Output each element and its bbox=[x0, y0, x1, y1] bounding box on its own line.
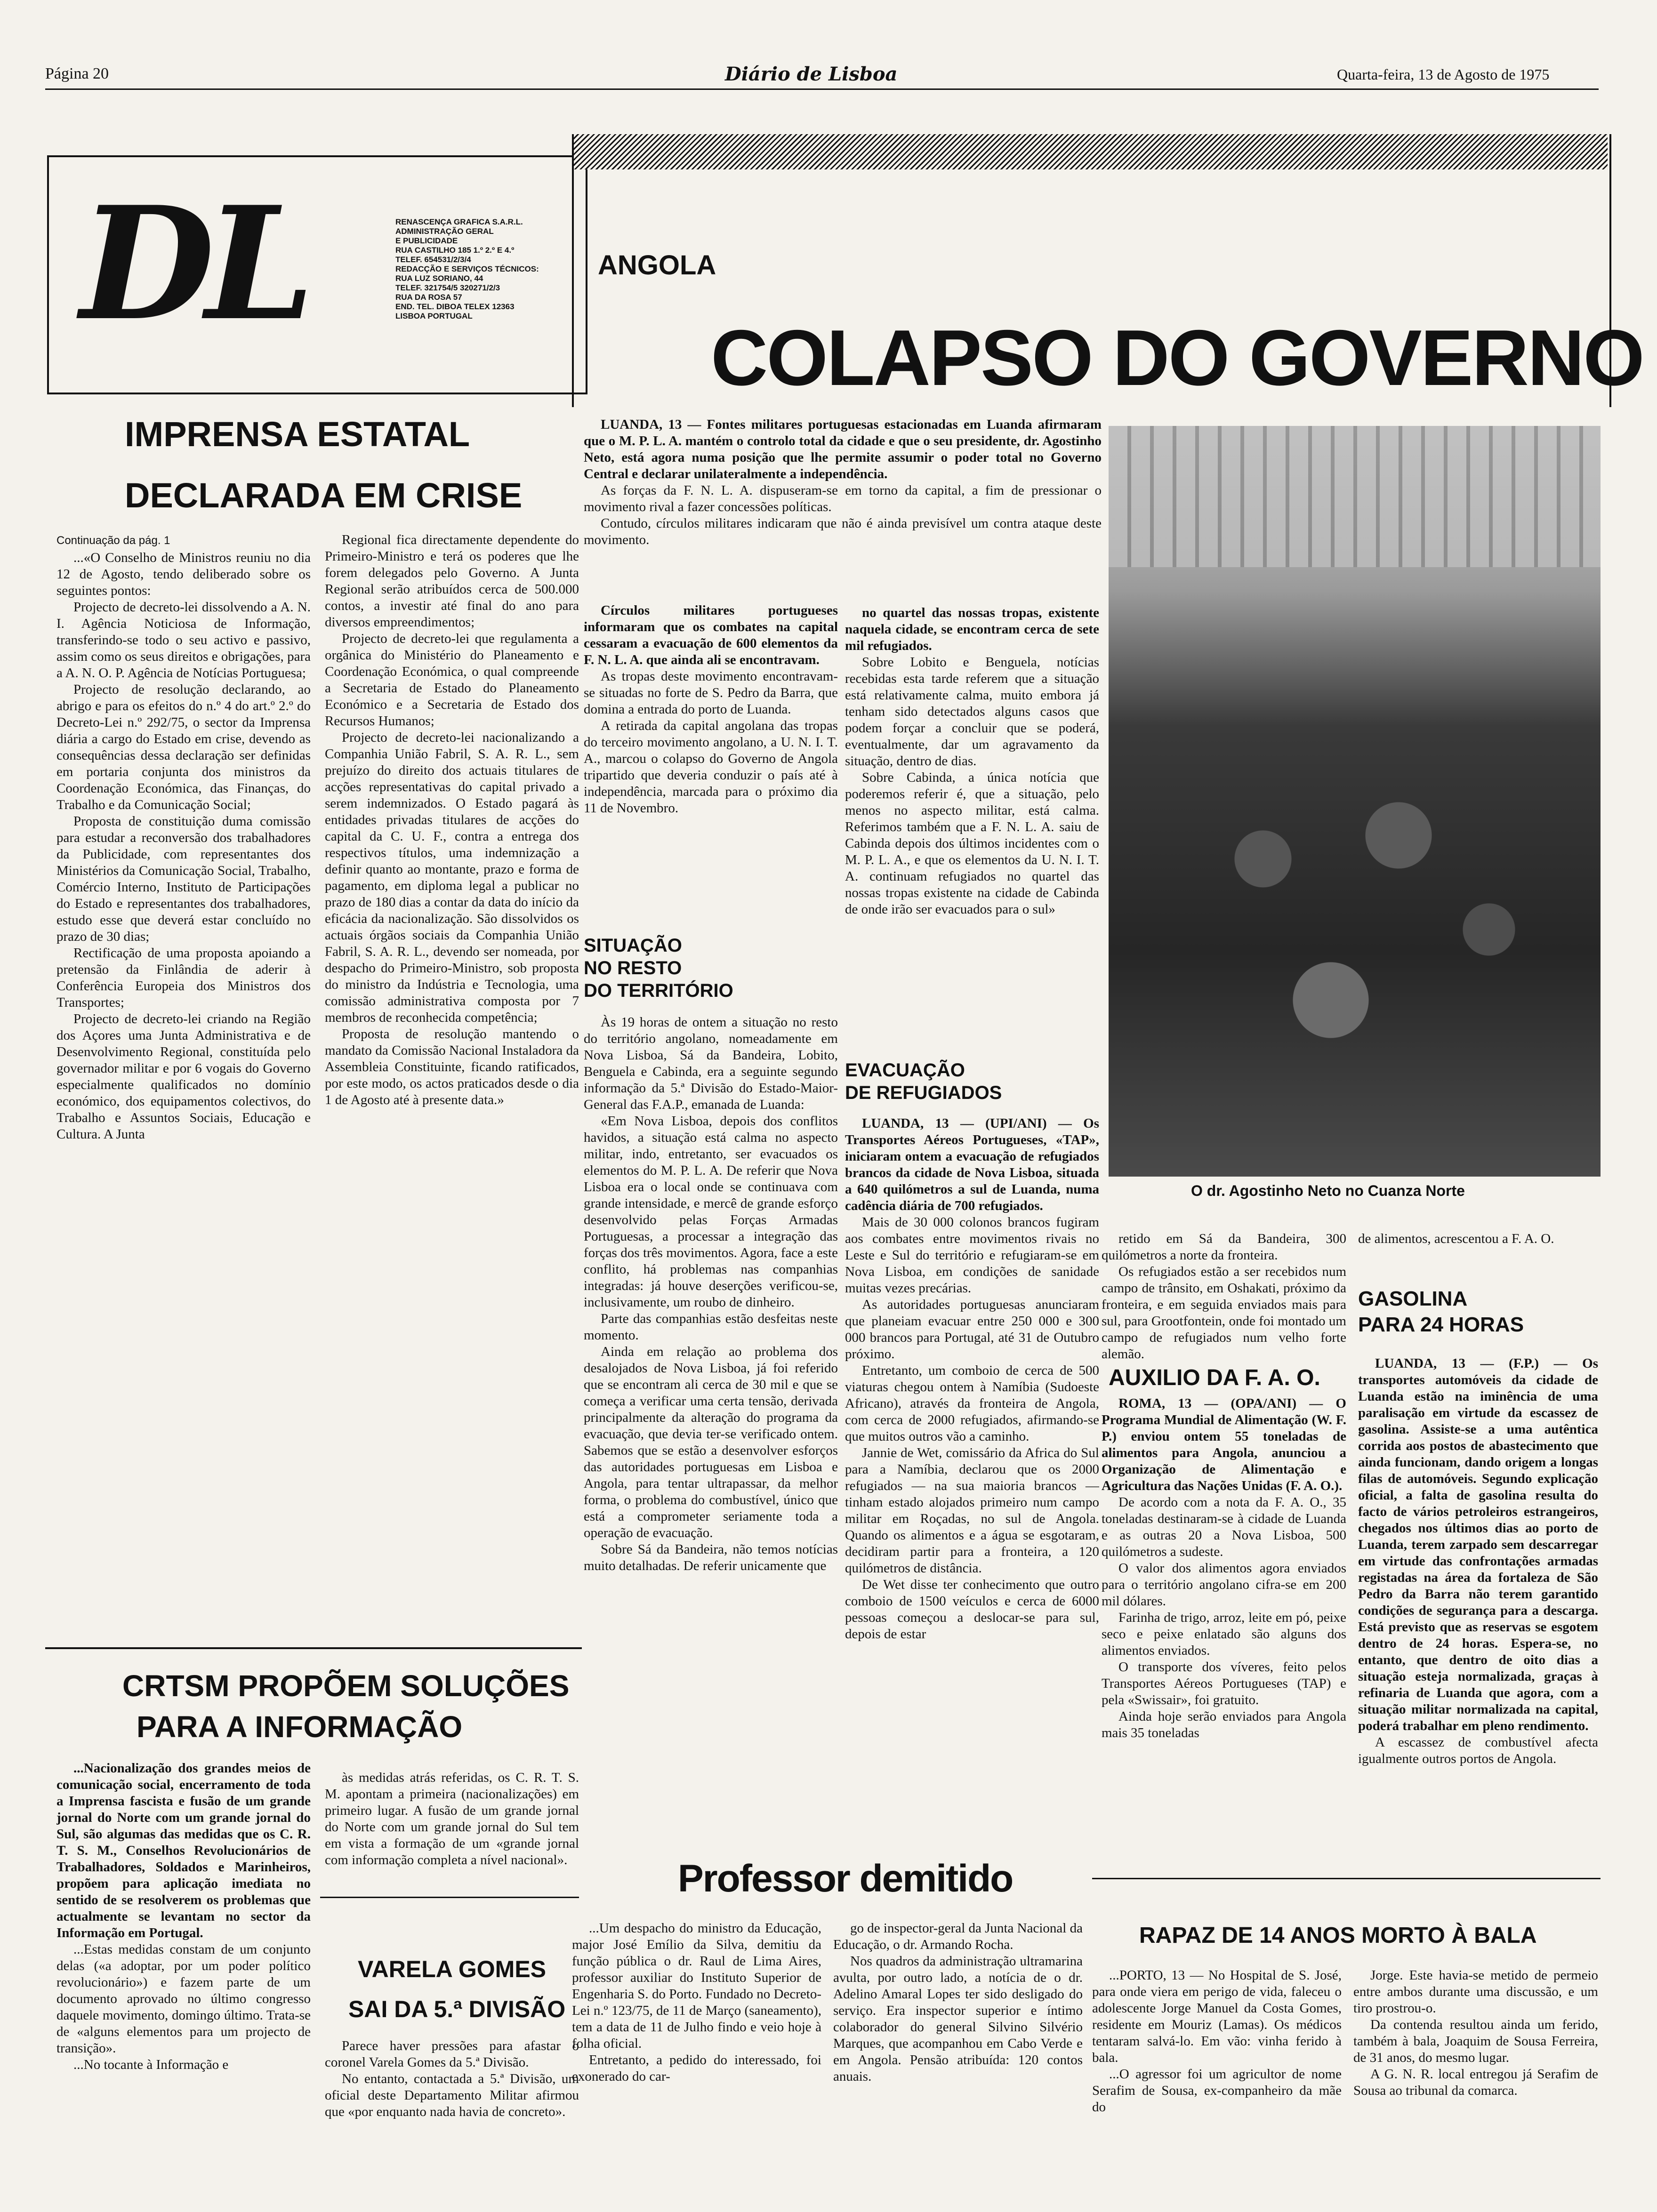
paragraph: ROMA, 13 — (OPA/ANI) — O Programa Mundial de Alimentação (W. F. P.) enviou ontem 55 toneladas de alimentos para Angola, anunciou a Organização de Alimentação e Agricultura das Nações Unidas (F. A. O.). bbox=[1102, 1396, 1346, 1493]
imprensa-column-1 bbox=[56, 550, 311, 1670]
text-line: TELEF. 321754/5 320271/2/3 bbox=[395, 283, 500, 292]
professor-title: Professor demitido bbox=[678, 1857, 1013, 1900]
text-line: EVACUAÇÃO bbox=[845, 1060, 965, 1081]
paragraph: As autoridades portuguesas anunciaram que planeiam evacuar entre 250 000 e 300 000 brancos para Portugal, até 31 de Outubro próximo. bbox=[845, 1297, 1099, 1362]
paragraph: Os refugiados estão a ser recebidos num campo de trânsito, em Oshakati, próximo da fronteira, e em seguida enviados mais para sul, para Grootfontein, onde foi montado um campo de refugiados num velho forte alemão. bbox=[1102, 1264, 1346, 1362]
paragraph: Jannie de Wet, comissário da Africa do Sul para a Namíbia, declarou que os 2000 refugiados — na sua maioria brancos — tinham estado alojados primeiro num campo militar em Roçadas, no sul de Angola. Quando os alimentos e a água se esgotaram, decidiram partir para a fronteira, a 120 quilómetros de distância. bbox=[845, 1445, 1099, 1576]
imprensa-title-1: IMPRENSA ESTATAL bbox=[125, 415, 470, 454]
paragraph: Da contenda resultou ainda um ferido, também à bala, Joaquim de Sousa Ferreira, de 31 anos, do mesmo lugar. bbox=[1353, 2017, 1598, 2065]
divider bbox=[45, 1647, 582, 1649]
text-line: RUA LUZ SORIANO, 44 bbox=[395, 274, 483, 283]
gasolina-title-2: PARA 24 HORAS bbox=[1358, 1313, 1524, 1336]
subhead-situacao bbox=[584, 934, 838, 1002]
paragraph: As tropas deste movimento encontravam-se situadas no forte de S. Pedro da Barra, que domina a entrada do porto de Luanda. bbox=[584, 669, 838, 717]
paragraph: Farinha de trigo, arroz, leite em pó, peixe seco e peixe enlatado são alguns dos alimentos enviados. bbox=[1102, 1610, 1346, 1658]
paragraph: Parece haver pressões para afastar o coronel Varela Gomes da 5.ª Divisão. bbox=[325, 2038, 579, 2070]
text-line: DO TERRITÓRIO bbox=[584, 980, 733, 1001]
paragraph: go de inspector-geral da Junta Nacional da Educação, o dr. Armando Rocha. bbox=[833, 1921, 1083, 1952]
paragraph: retido em Sá da Bandeira, 300 quilómetros a norte da fronteira. bbox=[1102, 1231, 1346, 1263]
paragraph: O valor dos alimentos agora enviados para o território angolano cifra-se em 200 mil dólares. bbox=[1102, 1561, 1346, 1609]
issue-date: Quarta-feira, 13 de Agosto de 1975 bbox=[1337, 66, 1550, 83]
paragraph: Círculos militares portugueses informaram que os combates na capital cessaram a evacuação de 600 elementos da F. N. L. A. que ainda ali se encontravam. bbox=[584, 603, 838, 667]
imprensa-title-2: DECLARADA EM CRISE bbox=[125, 476, 523, 515]
angola-headline: COLAPSO DO GOVERNO bbox=[711, 313, 1643, 402]
gasolina-title-1: GASOLINA bbox=[1358, 1287, 1468, 1310]
paragraph: Nos quadros da administração ultramarina avulta, por outro lado, a notícia de o dr. Adelino Amaral Lopes ter sido desligado do serviço. Era inspector superior e íntimo colaborador do general Silvino Silvério Marques, que acompanhou em Cabo Verde e em Angola. Pensão atribuída: 120 contos anuais. bbox=[833, 1954, 1083, 2084]
subhead-evacuacao bbox=[845, 1059, 1099, 1104]
paragraph: Jorge. Este havia-se metido de permeio entre ambos durante uma discussão, e um tiro prostrou-o. bbox=[1353, 1968, 1598, 2016]
continuation-note: Continuação da pág. 1 bbox=[56, 534, 170, 547]
angola-column-1 bbox=[584, 602, 838, 941]
paragraph: Ainda em relação ao problema dos desalojados de Nova Lisboa, já foi referido que se encontram ali cerca de 30 mil e que se começa a verificar uma certa tensão, derivada principalmente da alteração do programa da evacuação, que devia ter-se verificado ontem. Sabemos que se estão a desenvolver esforços das autoridades portuguesas em Lisboa e Angola, para tentar ultrapassar, da melhor forma, o problema do combustível, único que está a comprometer seriamente toda a operação de evacuação. bbox=[584, 1344, 838, 1540]
paragraph: ...«O Conselho de Ministros reuniu no dia 12 de Agosto, tendo deliberado sobre os seguintes pontos: bbox=[56, 550, 311, 598]
paragraph: LUANDA, 13 — (F.P.) — Os transportes automóveis da cidade de Luanda estão na iminência de uma paralisação em virtude da escassez de gasolina. Assiste-se a uma autêntica corrida aos postos de abastecimento que ainda funcionam, dando origem a longas filas de automóveis. Segundo explicação oficial, a falta de gasolina resulta do facto de vários petroleiros estrangeiros, chegados nos últimos dias ao porto de Luanda, terem zarpado sem descarregar em virtude das confrontações armadas registadas na área da fortaleza de São Pedro da Barra não terem garantido condições de segurança para a descarga. Está previsto que as reservas se esgotem dentro de 24 horas. Espera-se, no entanto, que dentro de oito dias a situação esteja normalizada, graças à refinaria de Luanda que agora, com a situação militar normalizada na capital, poderá trabalhar em pleno rendimento. bbox=[1358, 1356, 1598, 1733]
paragraph: O transporte dos víveres, feito pelos Transportes Aéreos Portugueses (TAP) e pela «Swissair», foi gratuito. bbox=[1102, 1659, 1346, 1707]
varela-rule bbox=[320, 1897, 579, 1898]
text-line: ADMINISTRAÇÃO GERAL bbox=[395, 227, 494, 236]
angola-column-1b bbox=[584, 1014, 838, 1626]
crtsm-column-1 bbox=[56, 1760, 311, 2203]
angola-column-2 bbox=[845, 605, 1099, 1052]
paragraph: LUANDA, 13 — Fontes militares portuguesas estacionadas em Luanda afirmaram que o M. P. L. A. mantém o controlo total da cidade e que o seu presidente, dr. Agostinho Neto, está agora numa posição que lhe permite assumir o poder total no Governo Central e declarar unilateralmente a independência. bbox=[584, 417, 1102, 481]
paragraph: De Wet disse ter conhecimento que outro comboio de 1500 veículos e cerca de 6000 pessoas começou a deslocar-se para sul, depois de estar bbox=[845, 1577, 1099, 1642]
paragraph: Entretanto, um comboio de cerca de 500 viaturas chegou ontem à Namíbia (Sudoeste Africano), através da fronteira de Angola, com cerca de 2000 refugiados, afirmando-se que muitos outros vão a caminho. bbox=[845, 1363, 1099, 1444]
paragraph: Projecto de decreto-lei criando na Região dos Açores uma Junta Administrativa e de Desenvolvimento Regional, constituída pelo governador militar e por 6 vogais do Governo especialmente qualificados no domínio económico, dos equipamentos colectivos, do Trabalho e Assuntos Sociais, Educação e Cultura. A Junta bbox=[56, 1011, 311, 1142]
text-line: SITUAÇÃO bbox=[584, 935, 682, 956]
angola-column-2b bbox=[845, 1115, 1099, 1643]
text-line: RUA DA ROSA 57 bbox=[395, 293, 462, 302]
rapaz-column-1 bbox=[1092, 1967, 1342, 2207]
masthead-imprint bbox=[395, 217, 574, 321]
imprensa-column-2 bbox=[325, 532, 579, 1661]
paragraph: Contudo, círculos militares indicaram que não é ainda previsível um contra ataque deste movimento. bbox=[584, 516, 1102, 547]
paragraph: Entretanto, a pedido do interessado, foi exonerado do car- bbox=[572, 2052, 821, 2084]
paragraph: Sobre Lobito e Benguela, notícias recebidas esta tarde referem que a situação está relativamente calma, muito embora já tenham sido detectados alguns casos que podem forçar a concluir que se poderá, eventualmente, dar um agravamento da situação, dentro de dias. bbox=[845, 655, 1099, 769]
newspaper-name: Diário de Lisboa bbox=[725, 63, 898, 85]
paragraph: «Em Nova Lisboa, depois dos conflitos havidos, a situação está calma no aspecto militar, indo, entretanto, ser evacuados os elementos do M. P. L. A. De referir que Nova Lisboa era o local onde se continuava com grande intensidade, e mercê de grande esforço desenvolvido pelas Forças Armadas Portuguesas, a processar a integração das forças dos três movimentos. Agora, face a este conflito, há problemas nas companhias integradas: já houve deserções verificou-se, inclusivamente, um roubo de dinheiro. bbox=[584, 1114, 838, 1310]
header-rule bbox=[45, 88, 1599, 90]
rapaz-rule bbox=[1092, 1878, 1601, 1879]
text-line: RUA CASTILHO 185 1.º 2.º E 4.º bbox=[395, 246, 515, 255]
paragraph: A retirada da capital angolana das tropas do terceiro movimento angolano, a U. N. I. T. A., marcou o colapso do Governo de Angola tripartido que deveria conduzir o país até à independência, marcada para o próximo dia 11 de Novembro. bbox=[584, 718, 838, 816]
paragraph: Regional fica directamente dependente do Primeiro-Ministro e terá os poderes que lhe forem delegados pelo Governo. A Junta Regional serão atribuídos cerca de 500.000 contos, a investir até final do ano para diversos empreendimentos; bbox=[325, 532, 579, 630]
text-line: END. TEL. DIBOA TELEX 12363 bbox=[395, 302, 515, 311]
rapaz-title: RAPAZ DE 14 ANOS MORTO À BALA bbox=[1139, 1923, 1537, 1948]
page-number: Página 20 bbox=[45, 65, 109, 82]
paragraph: ...Estas medidas constam de um conjunto delas («a adoptar, por um poder político revolucionário») e fazem parte de um documento aprovado no último congresso daquele movimento, domingo último. Trata-se de «alguns elementos para um projecto de transição». bbox=[56, 1942, 311, 2056]
paragraph: Sobre Cabinda, a única notícia que poderemos referir é, que a situação, pelo menos no aspecto militar, está calma. Referimos também que a F. N. L. A. saiu de Cabinda depois dos últimos incidentes com o M. P. L. A., e que os elementos da U. N. I. T. A. continuam refugiados no quartel das nossas tropas existente na cidade de Cabinda de onde irão ser evacuados para o sul» bbox=[845, 770, 1099, 917]
text-line: TELEF. 654531/2/3/4 bbox=[395, 255, 471, 264]
paragraph: A escassez de combustível afecta igualmente outros portos de Angola. bbox=[1358, 1735, 1598, 1766]
paragraph: Proposta de constituição duma comissão para estudar a reconversão dos trabalhadores da Publicidade, com representantes dos Ministérios da Comunicação Social, Trabalho, Comércio Interno, Instituto de Participações do Estado e representantes dos trabalhadores, estudo esse que deverá estar concluído no prazo de 30 dias; bbox=[56, 814, 311, 944]
text-line: RENASCENÇA GRAFICA S.A.R.L. bbox=[395, 217, 523, 226]
paragraph: Às 19 horas de ontem a situação no resto do território angolano, nomeadamente em Nova Lisboa, Sá da Bandeira, Lobito, Benguela e Cabinda, era a seguinte segundo informação da 5.ª Divisão do Estado-Maior-General das F.A.P., emanada de Luanda: bbox=[584, 1015, 838, 1112]
crtsm-title-2: PARA A INFORMAÇÃO bbox=[137, 1710, 463, 1744]
paragraph: Projecto de decreto-lei nacionalizando a Companhia União Fabril, S. A. R. L., sem prejuízo do direito dos actuais titulares de acções representativas do capital privado a serem indemnizados. O Estado pagará às entidades privadas titulares de acções do capital da C. U. F., contra a entrega dos respectivos títulos, uma indemnização a definir quanto ao montante, prazo e forma de pagamento, em diploma legal a publicar no prazo de 180 dias a contar da data do início da eficácia da nacionalização. São dissolvidos os actuais órgãos sociais da Companhia União Fabril, S. A. R. L., devendo ser nomeada, por despacho do Primeiro-Ministro, sob proposta do ministro da Indústria e Tecnologia, uma comissão administrativa composta por 7 membros de reconhecida competência; bbox=[325, 730, 579, 1025]
photo-caption: O dr. Agostinho Neto no Cuanza Norte bbox=[1191, 1182, 1465, 1199]
text-line: E PUBLICIDADE bbox=[395, 236, 458, 245]
text-line: NO RESTO bbox=[584, 958, 682, 978]
gasolina-continuation: de alimentos, acrescentou a F. A. O. bbox=[1358, 1231, 1554, 1246]
paragraph: ...O agressor foi um agricultor de nome Serafim de Sousa, ex-companheiro da mãe do bbox=[1092, 2067, 1342, 2115]
paragraph: Ainda hoje serão enviados para Angola mais 35 toneladas bbox=[1102, 1709, 1346, 1740]
paragraph: Projecto de decreto-lei que regulamenta a orgânica do Ministério do Planeamento e Coordenação Económica, o qual compreende a Secretaria de Estado do Planeamento Económico e a Secretaria de Estado dos Recursos Humanos; bbox=[325, 631, 579, 729]
varela-title-2: SAI DA 5.ª DIVISÃO bbox=[348, 1996, 566, 2022]
fao-title: AUXILIO DA F. A. O. bbox=[1109, 1365, 1320, 1390]
text-line: REDACÇÃO E SERVIÇOS TÉCNICOS: bbox=[395, 264, 539, 273]
paragraph: ...No tocante à Informação e bbox=[73, 2057, 229, 2072]
professor-column-1 bbox=[572, 1920, 821, 2207]
professor-column-2 bbox=[833, 1920, 1083, 2207]
angola-lead bbox=[584, 417, 1102, 595]
paragraph: As forças da F. N. L. A. dispuseram-se em torno da capital, a fim de pressionar o movimento rival a fazer concessões políticas. bbox=[584, 483, 1102, 514]
paragraph: ...Um despacho do ministro da Educação, major José Emílio da Silva, demitiu da função pública o dr. Raul de Lima Aires, professor auxiliar do Instituto Superior de Engenharia S. do Porto. Fundado no Decreto-Lei n.º 123/75, de 11 de Março (saneamento), tem a data de 11 de Julho findo e veio hoje à folha oficial. bbox=[572, 1921, 821, 2051]
paragraph: no quartel das nossas tropas, existente naquela cidade, se encontram cerca de sete mil refugiados. bbox=[845, 605, 1099, 653]
crtsm-column-2 bbox=[325, 1770, 579, 1887]
news-photo bbox=[1109, 426, 1601, 1177]
fao-column bbox=[1102, 1395, 1346, 1866]
varela-column bbox=[325, 2038, 579, 2207]
text-line: LISBOA PORTUGAL bbox=[395, 312, 473, 321]
varela-title-1: VARELA GOMES bbox=[358, 1956, 547, 1982]
paragraph: Parte das companhias estão desfeitas neste momento. bbox=[584, 1311, 838, 1343]
paragraph: Sobre Sá da Bandeira, não temos notícias muito detalhadas. De referir unicamente que bbox=[584, 1542, 838, 1573]
rapaz-column-2 bbox=[1353, 1967, 1598, 2207]
paragraph: De acordo com a nota da F. A. O., 35 toneladas destinaram-se à cidade de Luanda e as outras 20 a Nova Lisboa, 500 quilómetros a sudeste. bbox=[1102, 1495, 1346, 1559]
crtsm-title-1: CRTSM PROPÕEM SOLUÇÕES bbox=[122, 1669, 570, 1703]
text-line: DE REFUGIADOS bbox=[845, 1082, 1002, 1103]
angola-kicker: ANGOLA bbox=[598, 250, 716, 281]
paragraph: às medidas atrás referidas, os C. R. T. S. M. apontam a primeira (nacionalizações) em primeiro lugar. A fusão de um grande jornal do Norte com um grande jornal do Sul tem em vista a formação de um «grande jornal com informação completa a nível nacional». bbox=[325, 1770, 579, 1867]
paragraph: Projecto de resolução declarando, ao abrigo e para os efeitos do n.º 4 do art.º 2.º do Decreto-Lei n.º 292/75, o sector da Imprensa diária a cargo do Estado em crise, devendo as consequências dessa declaração ser definidas em portaria conjunta dos ministros da Coordenação Económica, das Finanças, do Trabalho e da Comunicação Social; bbox=[56, 682, 311, 812]
paragraph: Projecto de decreto-lei dissolvendo a A. N. I. Agência Noticiosa de Informação, transferindo-se todo o seu activo e passivo, assim como os seus direitos e obrigações, para a A. N. O. P. Agência de Notícias Portuguesa; bbox=[56, 600, 311, 681]
paragraph: Mais de 30 000 colonos brancos fugiram aos combates entre movimentos rivais no Leste e Sul do território e refugiaram-se em Nova Lisboa, em condições de sanidade muitas vezes precárias. bbox=[845, 1215, 1099, 1296]
paragraph: Proposta de resolução mantendo o mandato da Comissão Nacional Instaladora da Assembleia Constituinte, ficando ratificados, por este modo, os actos praticados desde o dia 1 de Agosto até à presente data.» bbox=[325, 1026, 579, 1107]
paragraph: Rectificação de uma proposta apoiando a pretensão da Finlândia de aderir à Conferência Europeia dos Ministros dos Transportes; bbox=[56, 946, 311, 1010]
paragraph: No entanto, contactada a 5.ª Divisão, um oficial deste Departamento Militar afirmou que «por enquanto nada havia de concreto». bbox=[325, 2071, 579, 2119]
paragraph: ...Nacionalização dos grandes meios de comunicação social, encerramento de toda a Imprensa fascista e fusão de um grande jornal do Norte com um grande jornal do Sul, são algumas das medidas que os C. R. T. S. M., Conselhos Revolucionários de Trabalhadores, Soldados e Marinheiros, propõem para aplicação imediata no sentido de se resolverem os problemas que actualmente se levantam no sector da Informação em Portugal. bbox=[56, 1761, 311, 1940]
angola-column-3 bbox=[1102, 1231, 1346, 1367]
gasolina-column bbox=[1358, 1355, 1598, 1873]
paragraph: ...PORTO, 13 — No Hospital de S. José, para onde viera em perigo de vida, faleceu o adolescente Jorge Manuel da Costa Gomes, residente em Mouriz (Lamas). Os médicos tentaram salvá-lo. Em vão: vinha ferido à bala. bbox=[1092, 1968, 1342, 2065]
paragraph: LUANDA, 13 — (UPI/ANI) — Os Transportes Aéreos Portugueses, «TAP», iniciaram ontem a evacuação de refugiados brancos da cidade de Nova Lisboa, situada a 640 quilómetros a sul de Luanda, numa cadência diária de 700 refugiados. bbox=[845, 1116, 1099, 1213]
dl-logo: DL bbox=[80, 172, 306, 355]
paragraph: A G. N. R. local entregou já Serafim de Sousa ao tribunal da comarca. bbox=[1353, 2067, 1598, 2098]
